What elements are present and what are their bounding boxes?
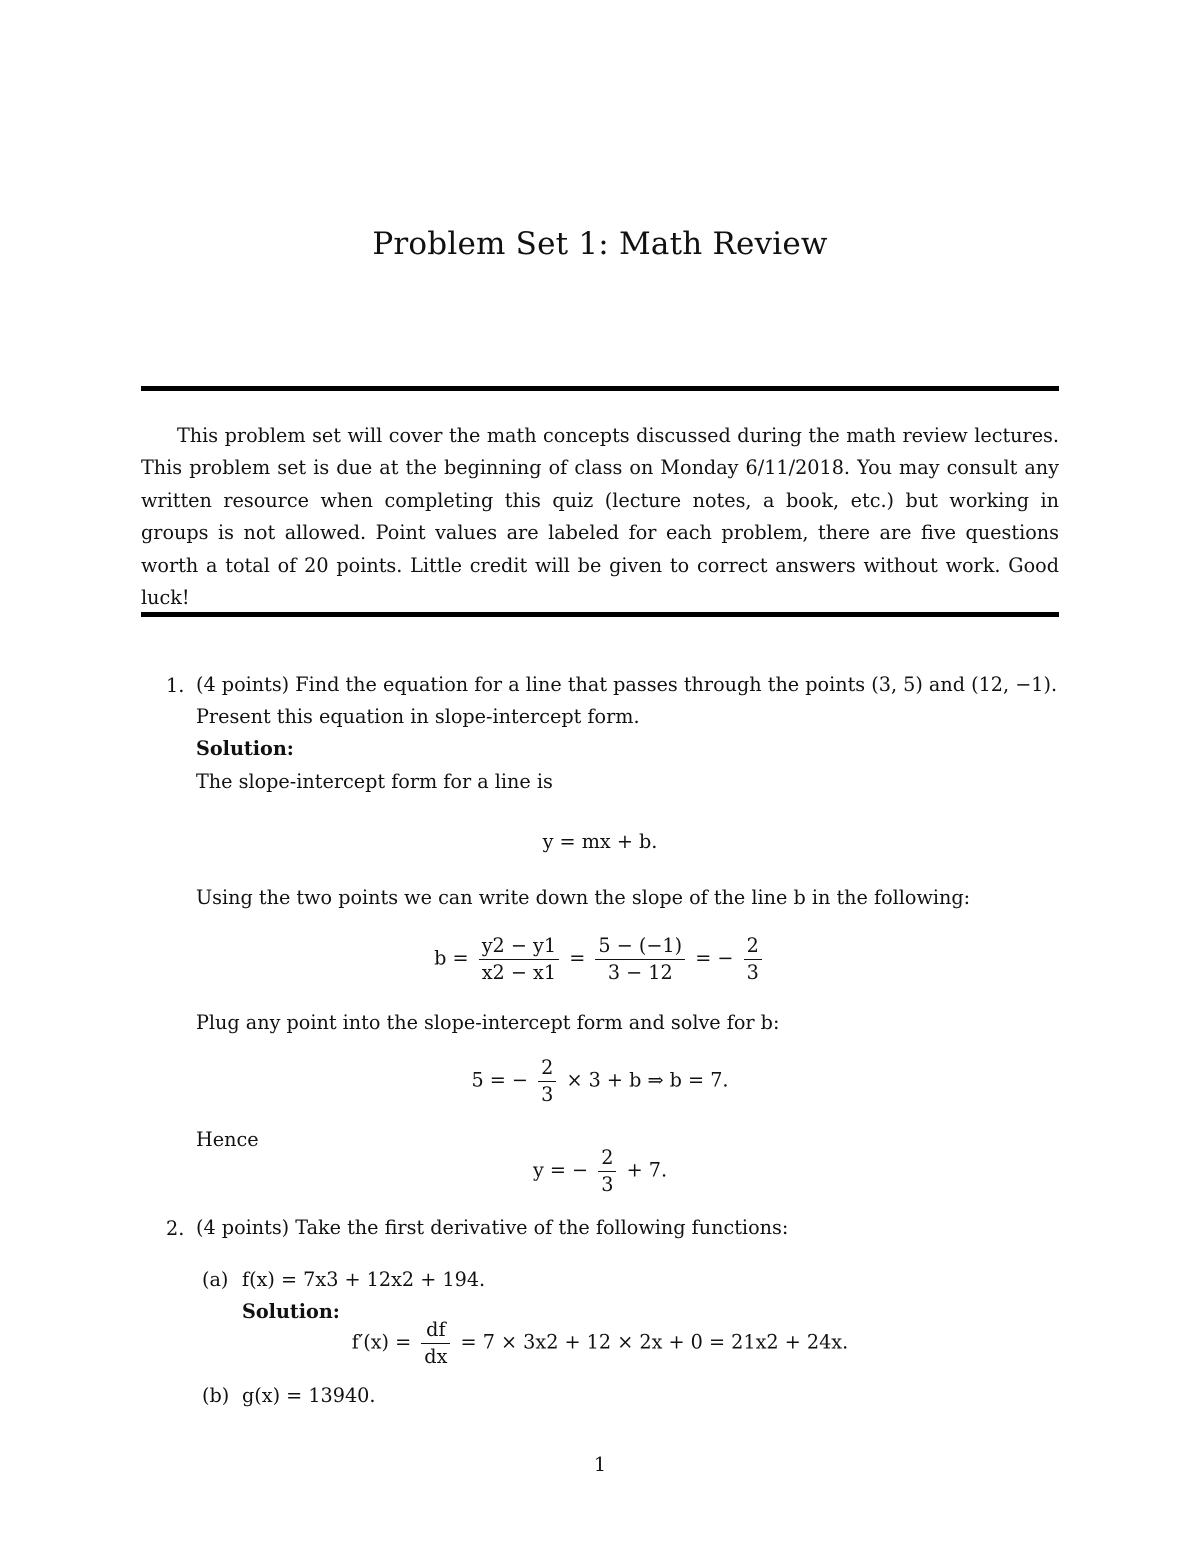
eq3-rhs: × 3 + b ⇒ b = 7. — [566, 1068, 729, 1092]
page-title: Problem Set 1: Math Review — [372, 226, 828, 262]
sol-a-lhs: f′(x) = — [351, 1330, 412, 1354]
problem-1-text-3: Plug any point into the slope-intercept form and solve for b: — [196, 1011, 780, 1034]
problem-2a-function: f(x) = 7x3 + 12x2 + 194. — [242, 1268, 486, 1291]
eq4-lhs: y = − — [532, 1158, 589, 1182]
eq2-fraction-1 — [479, 933, 559, 986]
eq4-rhs: + 7. — [626, 1158, 668, 1182]
problem-1-number: 1. — [166, 674, 185, 697]
eq2-equals: = — [569, 946, 586, 970]
equation-slope-intercept — [0, 830, 1200, 853]
problem-1-text-2: Using the two points we can write down the slope of the line b in the following: — [196, 886, 971, 909]
problem-2b-label: (b) — [202, 1384, 230, 1407]
problem-2-number: 2. — [166, 1217, 185, 1240]
eq2-f1-denominator: x2 − x1 — [481, 961, 557, 984]
intro-text: This problem set will cover the math concepts discussed during the math review lectures. This problem set is due at the beginning of class on Monday 6/11/2018. You may consult any written resource when completing this quiz (lecture notes, a book, etc.) but working in groups is not allowed. Point values are labeled for each problem, there are five questions worth a total of 20 points. Little credit will be given to correct answers without work. Good luck! — [141, 424, 1059, 610]
problem-1-prompt-line1: (4 points) Find the equation for a line that passes through the points (3, 5) and (12, −1). — [196, 673, 1058, 696]
eq1-text: y = mx + b. — [542, 830, 658, 853]
eq2-fraction-3 — [744, 933, 762, 986]
bottom-rule — [141, 612, 1059, 617]
sol-a-numerator: df — [421, 1317, 450, 1344]
equation-final-line — [0, 1145, 1200, 1198]
eq3-numerator: 2 — [538, 1055, 556, 1082]
top-rule — [141, 386, 1059, 391]
eq2-f2-denominator: 3 − 12 — [607, 961, 673, 984]
eq3-lhs: 5 = − — [471, 1068, 529, 1092]
problem-1-prompt-line2: Present this equation in slope-intercept form. — [196, 705, 640, 728]
eq2-f3-numerator: 2 — [744, 933, 762, 960]
eq3-denominator: 3 — [541, 1083, 554, 1106]
problem-2a-label: (a) — [202, 1268, 229, 1291]
problem-2a-solution-label: Solution: — [242, 1300, 340, 1323]
intro-paragraph — [141, 420, 1059, 614]
problem-1-solution-label: Solution: — [196, 737, 294, 760]
problem-1-text-1: The slope-intercept form for a line is — [196, 770, 553, 793]
eq2-equals-minus: = − — [695, 946, 734, 970]
equation-slope — [0, 933, 1200, 986]
problem-2b-function: g(x) = 13940. — [242, 1384, 376, 1407]
page-number: 1 — [593, 1453, 607, 1476]
eq2-f2-numerator: 5 − (−1) — [595, 933, 685, 960]
sol-a-denominator: dx — [424, 1345, 448, 1368]
sol-a-fraction — [421, 1317, 450, 1370]
equation-solve-b — [0, 1055, 1200, 1108]
eq4-fraction — [598, 1145, 616, 1198]
equation-derivative — [0, 1317, 1200, 1370]
eq2-lhs: b = — [434, 946, 469, 970]
problem-2-prompt: (4 points) Take the first derivative of the following functions: — [196, 1216, 789, 1239]
eq2-f3-denominator: 3 — [746, 961, 759, 984]
eq4-numerator: 2 — [598, 1145, 616, 1172]
sol-a-rhs: = 7 × 3x2 + 12 × 2x + 0 = 21x2 + 24x. — [460, 1330, 849, 1354]
eq2-f1-numerator: y2 − y1 — [479, 933, 559, 960]
problem-1-text-4: Hence — [196, 1128, 259, 1151]
eq2-fraction-2 — [595, 933, 685, 986]
eq4-denominator: 3 — [601, 1173, 614, 1196]
eq3-fraction — [538, 1055, 556, 1108]
